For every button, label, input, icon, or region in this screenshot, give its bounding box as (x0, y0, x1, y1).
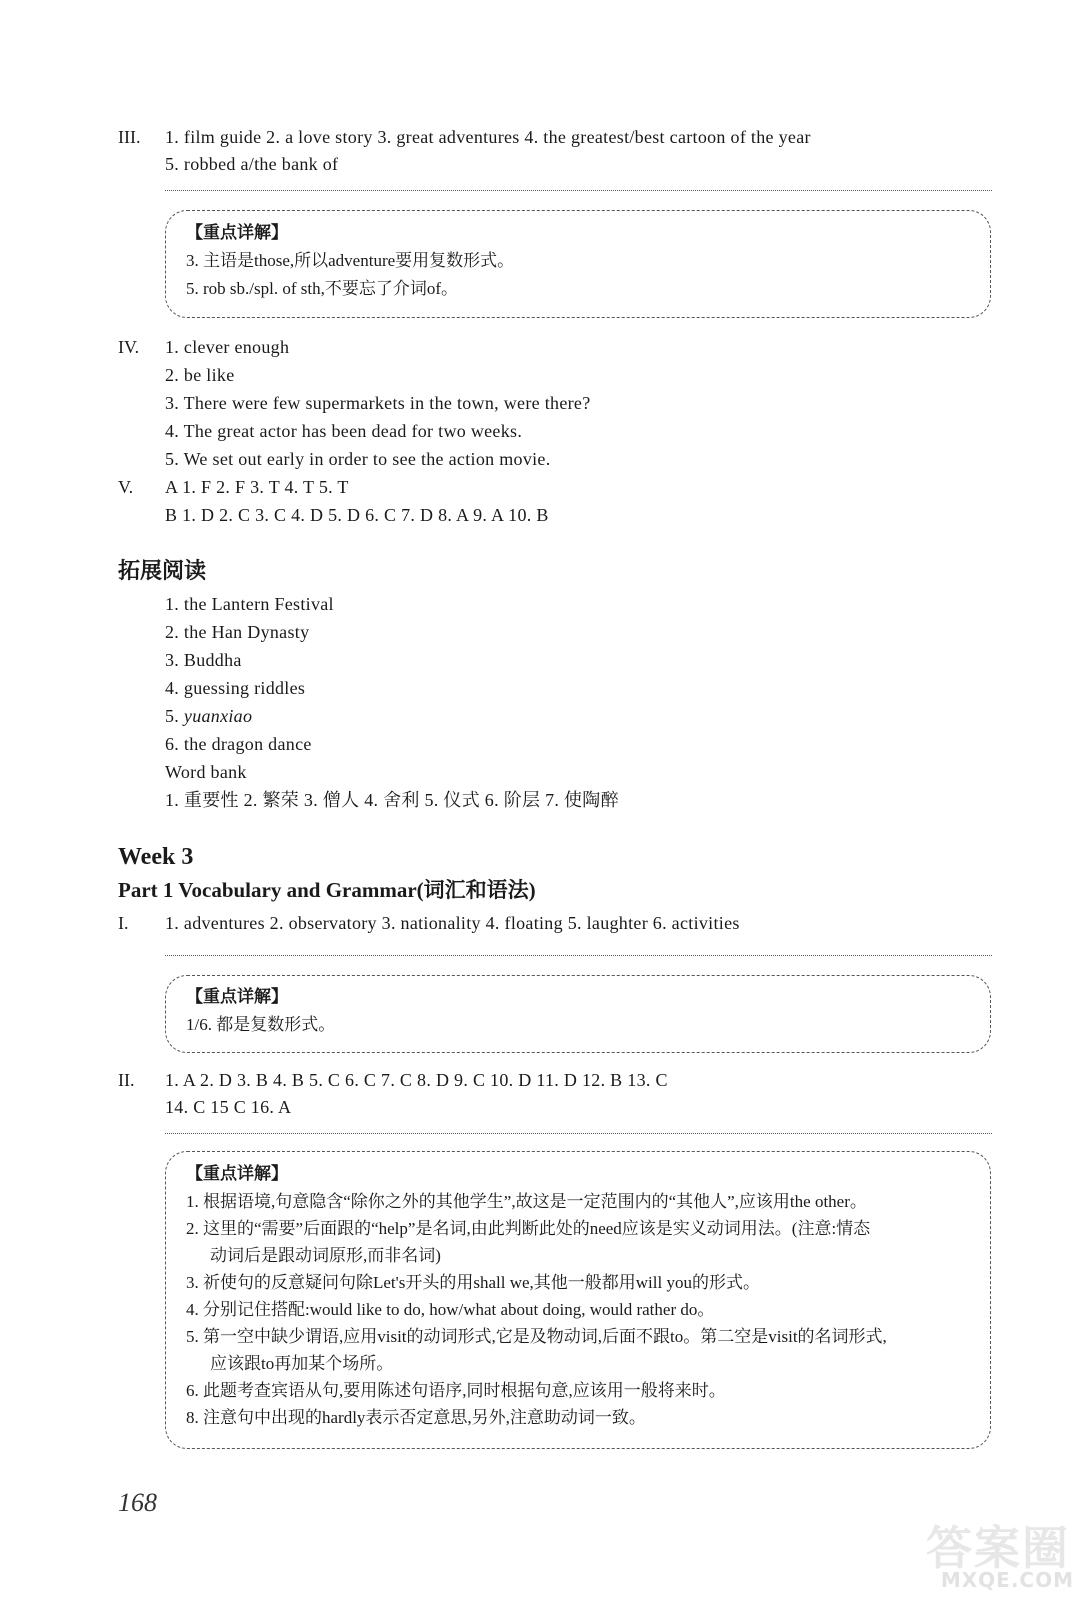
box-note: 动词后是跟动词原形,而非名词) (210, 1246, 441, 1265)
list-item: 3. Buddha (165, 650, 242, 670)
answer-line-a: A 1. F 2. F 3. T 4. T 5. T (165, 477, 349, 497)
part-title: Part 1 Vocabulary and Grammar(词汇和语法) (118, 878, 536, 902)
list-item: 2. be like (165, 365, 235, 385)
list-item: 6. the dragon dance (165, 734, 312, 754)
list-item: 1. clever enough (165, 337, 290, 357)
page-number: 168 (118, 1488, 157, 1517)
list-item: 5. We set out early in order to see the action movie. (165, 449, 551, 469)
box-title: 【重点详解】 (186, 223, 288, 243)
explanation-box (165, 975, 991, 1053)
answer-line-b: B 1. D 2. C 3. C 4. D 5. D 6. C 7. D 8. A 9. A 10. B (165, 505, 549, 525)
explanation-box (165, 1151, 991, 1449)
divider (165, 955, 992, 956)
section-iii-line-1: 1. film guide 2. a love story 3. great adventures 4. the greatest/best cartoon of the year (165, 127, 811, 147)
list-item: 3. There were few supermarkets in the town, were there? (165, 393, 591, 413)
box-note: 3. 主语是those,所以adventure要用复数形式。 (186, 251, 515, 270)
box-note: 1/6. 都是复数形式。 (186, 1015, 336, 1034)
section-v-label: V. (118, 477, 134, 497)
section-iii-line-2: 5. robbed a/the bank of (165, 154, 339, 174)
section-i-line: 1. adventures 2. observatory 3. nationality 4. floating 5. laughter 6. activities (165, 913, 740, 933)
box-note: 应该跟to再加某个场所。 (210, 1354, 394, 1373)
week-title: Week 3 (118, 844, 194, 870)
section-i-label: I. (118, 913, 129, 933)
item-text: yuanxiao (183, 706, 253, 726)
watermark (892, 1512, 1082, 1592)
box-note: 1. 根据语境,句意隐含“除你之外的其他学生”,故这是一定范围内的“其他人”,应该用the other。 (186, 1192, 867, 1211)
box-note: 8. 注意句中出现的hardly表示否定意思,另外,注意助动词一致。 (186, 1408, 646, 1427)
section-iv-label: IV. (118, 337, 140, 357)
divider (165, 1133, 992, 1134)
list-item: 4. guessing riddles (165, 678, 306, 698)
explanation-box (165, 210, 991, 318)
section-ii-line-1: 1. A 2. D 3. B 4. B 5. C 6. C 7. C 8. D 9. C 10. D 11. D 12. B 13. C (165, 1070, 668, 1090)
box-note: 4. 分别记住搭配:would like to do, how/what about doing, would rather do。 (186, 1300, 715, 1319)
word-bank-label: Word bank (165, 762, 247, 782)
word-bank: 1. 重要性 2. 繁荣 3. 僧人 4. 舍利 5. 仪式 6. 阶层 7. 使陶醉 (165, 790, 619, 810)
list-item: 1. the Lantern Festival (165, 594, 334, 614)
item-number: 5. (165, 706, 184, 726)
box-note: 6. 此题考查宾语从句,要用陈述句语序,同时根据句意,应该用一般将来时。 (186, 1381, 726, 1400)
list-item (165, 704, 252, 728)
box-note: 3. 祈使句的反意疑问句除Let's开头的用shall we,其他一般都用will you的形式。 (186, 1273, 760, 1292)
list-item: 2. the Han Dynasty (165, 622, 310, 642)
divider (165, 190, 992, 191)
box-note: 5. 第一空中缺少谓语,应用visit的动词形式,它是及物动词,后面不跟to。第二空是visit的名词形式, (186, 1327, 887, 1346)
list-item: 4. The great actor has been dead for two weeks. (165, 421, 523, 441)
section-iii-label: III. (118, 127, 141, 147)
section-ii-label: II. (118, 1070, 135, 1090)
box-note: 2. 这里的“需要”后面跟的“help”是名词,由此判断此处的need应该是实义动词用法。(注意:情态 (186, 1219, 871, 1238)
watermark-text: 答案圈 (926, 1521, 1070, 1575)
watermark-url: MXQE.COM (940, 1568, 1074, 1592)
section-ii-line-2: 14. C 15 C 16. A (165, 1097, 292, 1117)
box-title: 【重点详解】 (186, 1164, 288, 1184)
section-heading: 拓展阅读 (118, 559, 207, 584)
box-note: 5. rob sb./spl. of sth,不要忘了介词of。 (186, 279, 458, 298)
box-title: 【重点详解】 (186, 987, 288, 1007)
